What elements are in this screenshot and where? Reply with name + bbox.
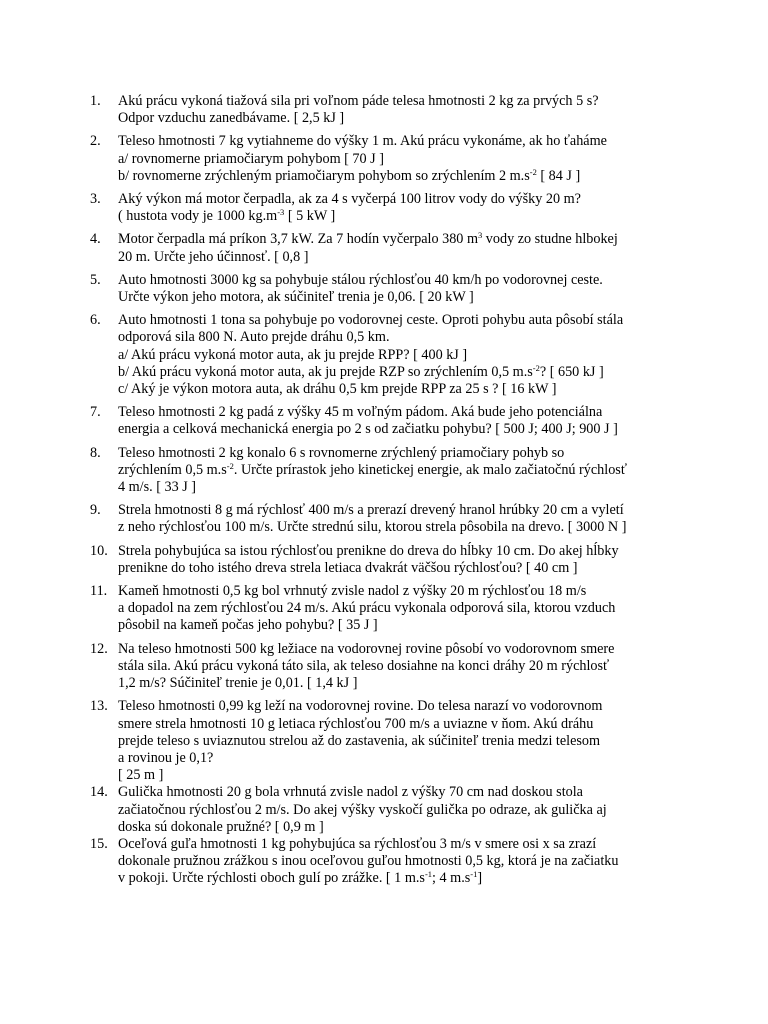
problem-item xyxy=(90,502,690,536)
problem-text-line xyxy=(118,836,690,853)
problem-text-line xyxy=(118,421,690,438)
text-run: b/ rovnomerne zrýchleným priamočiarym pohybom so zrýchlením 2 m.s xyxy=(118,167,530,184)
text-run: ? [ 650 kJ ] xyxy=(539,363,604,380)
problem-text-line xyxy=(118,329,690,346)
superscript: -1 xyxy=(424,869,433,880)
problem-number: 7. xyxy=(90,404,101,421)
problem-item xyxy=(90,836,690,888)
text-run: Auto hmotnosti 3000 kg sa pohybuje stálou rýchlosťou 40 km/h po vodorovnej ceste. xyxy=(118,271,603,288)
problem-number: 14. xyxy=(90,784,108,801)
problem-text-line xyxy=(118,519,690,536)
text-run: a rovinou je 0,1? xyxy=(118,749,214,766)
problem-number: 5. xyxy=(90,271,101,288)
problem-item xyxy=(90,583,690,635)
text-run: a dopadol na zem rýchlosťou 24 m/s. Akú prácu vykonala odporová sila, ktorou vzduch xyxy=(118,600,616,617)
problem-text-line xyxy=(118,364,690,381)
problem-item xyxy=(90,445,690,497)
problem-item xyxy=(90,641,690,693)
text-run: Strela hmotnosti 8 g má rýchlosť 400 m/s a prerazí drevený hranol hrúbky 20 cm a vyletí xyxy=(118,502,624,519)
text-run: Teleso hmotnosti 0,99 kg leží na vodorovnej rovine. Do telesa narazí vo vodorovnom xyxy=(118,698,603,715)
text-run: [ 5 kW ] xyxy=(284,208,336,225)
text-run: Kameň hmotnosti 0,5 kg bol vrhnutý zvisle nadol z výšky 20 m rýchlosťou 18 m/s xyxy=(118,583,587,600)
text-run: Teleso hmotnosti 7 kg vytiahneme do výšky 1 m. Akú prácu vykonáme, ak ho ťaháme xyxy=(118,133,607,150)
problem-item xyxy=(90,191,690,225)
text-run: Určte výkon jeho motora, ak súčiniteľ trenia je 0,06. [ 20 kW ] xyxy=(118,289,474,306)
superscript: -2 xyxy=(529,166,537,177)
problem-text-line xyxy=(118,289,690,306)
problem-number: 11. xyxy=(90,583,108,600)
problem-text-line xyxy=(118,462,690,479)
text-run: Teleso hmotnosti 2 kg konalo 6 s rovnomerne zrýchlený priamočiary pohyb so xyxy=(118,444,565,461)
superscript: -2 xyxy=(532,362,540,373)
problem-number: 3. xyxy=(90,191,101,208)
text-run: Motor čerpadla má príkon 3,7 kW. Za 7 hodín vyčerpalo 380 m xyxy=(118,231,478,248)
problem-text-line xyxy=(118,583,690,600)
text-run: z neho rýchlosťou 100 m/s. Určte strednú silu, ktorou strela pôsobila na drevo. [ 3000 N ] xyxy=(118,519,627,536)
text-run: Gulička hmotnosti 20 g bola vrhnutá zvisle nadol z výšky 70 cm nad doskou stola xyxy=(118,784,583,801)
text-run: Oceľová guľa hmotnosti 1 kg pohybujúca sa rýchlosťou 3 m/s v smere osi x sa zrazí xyxy=(118,835,597,852)
text-run: prejde teleso s uviaznutou strelou až do zastavenia, ak súčiniteľ trenia medzi telesom xyxy=(118,732,601,749)
text-run: Akú prácu vykoná tiažová sila pri voľnom páde telesa hmotnosti 2 kg za prvých 5 s? xyxy=(118,93,599,109)
problem-text-line xyxy=(118,560,690,577)
text-run: Teleso hmotnosti 2 kg padá z výšky 45 m voľným pádom. Aká bude jeho potenciálna xyxy=(118,404,603,421)
problem-text-line xyxy=(118,767,690,784)
text-run: Aký výkon má motor čerpadla, ak za 4 s vyčerpá 100 litrov vody do výšky 20 m? xyxy=(118,191,581,208)
problem-item xyxy=(90,133,690,185)
problem-text-line xyxy=(118,404,690,421)
problem-number: 2. xyxy=(90,133,101,150)
problem-text-line xyxy=(118,312,690,329)
text-run: v pokoji. Určte rýchlosti oboch gulí po zrážke. [ 1 m.s xyxy=(118,870,425,887)
text-run: b/ Akú prácu vykoná motor auta, ak ju prejde RZP so zrýchlením 0,5 m.s xyxy=(118,363,533,380)
problem-text-line xyxy=(118,750,690,767)
text-run: . Určte prírastok jeho kinetickej energie, ak malo začiatočnú rýchlosť xyxy=(233,461,627,478)
text-run: Na teleso hmotnosti 500 kg ležiace na vodorovnej rovine pôsobí vo vodorovnom smere xyxy=(118,640,615,657)
problem-text-line xyxy=(118,208,690,225)
problem-text-line xyxy=(118,641,690,658)
text-run: začiatočnou rýchlosťou 2 m/s. Do akej výšky vyskočí gulička po odraze, ak gulička aj xyxy=(118,801,607,818)
problem-text-line xyxy=(118,716,690,733)
text-run: smere strela hmotnosti 10 g letiaca rýchlosťou 700 m/s a uviazne v ňom. Akú dráhu xyxy=(118,715,594,732)
problem-number: 6. xyxy=(90,312,101,329)
text-run: 4 m/s. [ 33 J ] xyxy=(118,479,197,496)
problem-text-line xyxy=(118,231,690,248)
problem-number: 15. xyxy=(90,835,108,852)
problem-text-line xyxy=(118,502,690,519)
problem-text-line xyxy=(118,168,690,185)
problem-text-line xyxy=(118,110,690,127)
text-run: odporová sila 800 N. Auto prejde dráhu 0,5 km. xyxy=(118,329,390,346)
problem-list xyxy=(90,93,690,894)
text-run: ; 4 m.s xyxy=(432,870,471,887)
text-run: dokonale pružnou zrážkou s inou oceľovou guľou hmotnosti 0,5 kg, ktorá je na začiatku xyxy=(118,853,619,870)
problem-text-line xyxy=(118,381,690,398)
problem-text-line xyxy=(118,347,690,364)
problem-text-line xyxy=(118,784,690,801)
problem-item xyxy=(90,93,690,127)
text-run: doska sú dokonale pružné? [ 0,9 m ] xyxy=(118,818,324,835)
problem-item xyxy=(90,543,690,577)
text-run: ( hustota vody je 1000 kg.m xyxy=(118,208,278,225)
problem-text-line xyxy=(118,445,690,462)
problem-text-line xyxy=(118,249,690,266)
text-run: 1,2 m/s? Súčiniteľ trenie je 0,01. [ 1,4 kJ ] xyxy=(118,675,358,692)
problem-text-line xyxy=(118,151,690,168)
problem-item xyxy=(90,231,690,265)
problem-text-line xyxy=(118,675,690,692)
problem-text-line xyxy=(118,272,690,289)
problem-item xyxy=(90,698,690,784)
problem-number: 4. xyxy=(90,231,101,248)
problem-number: 9. xyxy=(90,502,101,519)
problem-text-line xyxy=(118,802,690,819)
problem-text-line xyxy=(118,191,690,208)
problem-number: 8. xyxy=(90,444,101,461)
text-run: Strela pohybujúca sa istou rýchlosťou prenikne do dreva do hĺbky 10 cm. Do akej hĺbky xyxy=(118,542,619,559)
text-run: stála sila. Akú prácu vykoná táto sila, ak teleso dosiahne na konci dráhy 20 m rýchlosť xyxy=(118,657,610,674)
text-run: [ 25 m ] xyxy=(118,767,164,784)
problem-text-line xyxy=(118,819,690,836)
text-run: c/ Aký je výkon motora auta, ak dráhu 0,5 km prejde RPP za 25 s ? [ 16 kW ] xyxy=(118,381,557,398)
problem-item xyxy=(90,272,690,306)
text-run: energia a celková mechanická energia po 2 s od začiatku pohybu? [ 500 J; 400 J; 900 J ] xyxy=(118,421,618,438)
text-run: 20 m. Určte jeho účinnosť. [ 0,8 ] xyxy=(118,248,309,265)
text-run: a/ Akú prácu vykoná motor auta, ak ju prejde RPP? [ 400 kJ ] xyxy=(118,346,468,363)
problem-number: 12. xyxy=(90,640,108,657)
text-run: Auto hmotnosti 1 tona sa pohybuje po vodorovnej ceste. Oproti pohybu auta pôsobí stála xyxy=(118,312,624,329)
superscript: -3 xyxy=(277,207,285,218)
problem-text-line xyxy=(118,479,690,496)
problem-text-line xyxy=(118,133,690,150)
superscript: 3 xyxy=(478,230,483,241)
problem-text-line xyxy=(118,733,690,750)
text-run: zrýchlením 0,5 m.s xyxy=(118,461,227,478)
superscript: -2 xyxy=(226,460,234,471)
problem-item xyxy=(90,784,690,836)
problem-number: 10. xyxy=(90,542,108,559)
text-run: [ 84 J ] xyxy=(536,167,581,184)
text-run: pôsobil na kameň počas jeho pohybu? [ 35 J ] xyxy=(118,617,378,634)
problem-text-line xyxy=(118,870,690,887)
problem-item xyxy=(90,312,690,398)
problem-number: 1. xyxy=(90,93,101,109)
problem-text-line xyxy=(118,600,690,617)
problem-text-line xyxy=(118,617,690,634)
text-run: a/ rovnomerne priamočiarym pohybom [ 70 J ] xyxy=(118,150,384,167)
problem-text-line xyxy=(118,853,690,870)
problem-text-line xyxy=(118,658,690,675)
problem-text-line xyxy=(118,698,690,715)
problem-item xyxy=(90,404,690,438)
problem-text-line xyxy=(118,93,690,110)
text-run: Odpor vzduchu zanedbávame. [ 2,5 kJ ] xyxy=(118,110,345,127)
problem-number: 13. xyxy=(90,698,108,715)
problem-text-line xyxy=(118,543,690,560)
superscript: -1 xyxy=(470,869,478,880)
text-run: ] xyxy=(477,870,483,887)
text-run: vody zo studne hlbokej xyxy=(482,231,618,248)
text-run: prenikne do toho istého dreva strela letiaca dvakrát väčšou rýchlosťou? [ 40 cm ] xyxy=(118,559,578,576)
